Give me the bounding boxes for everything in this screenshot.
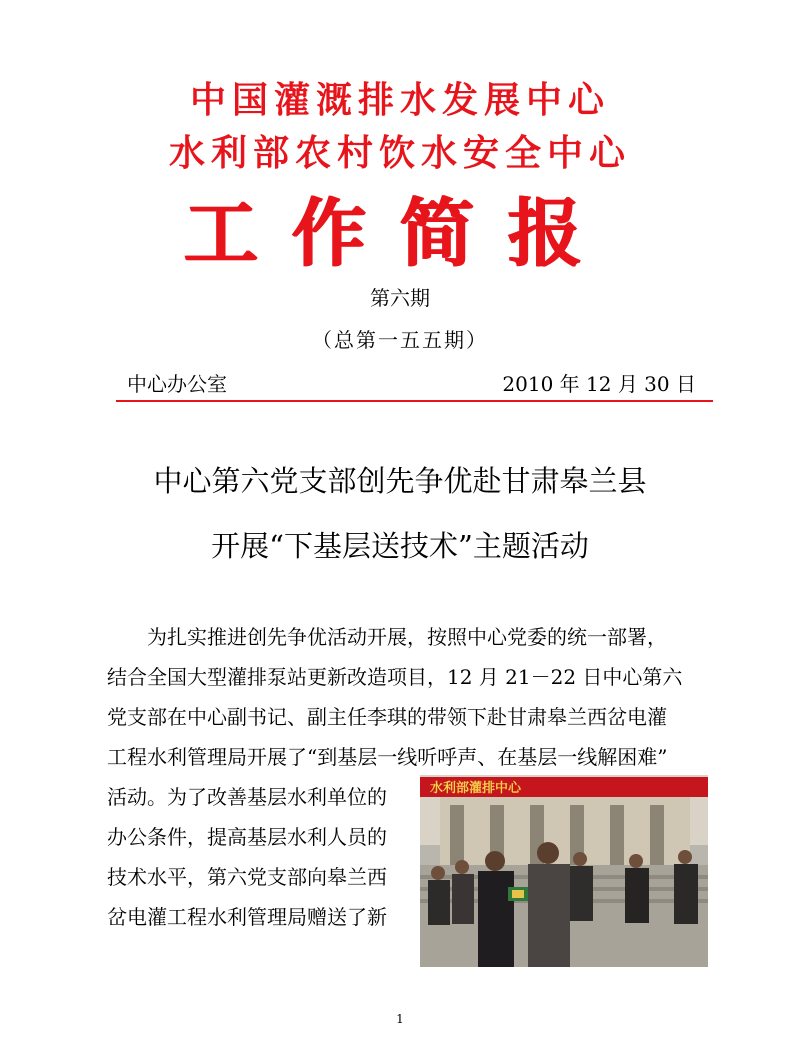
body-line: 办公条件，提高基层水利人员的 — [107, 825, 387, 849]
issue-total-number: （总第一五五期） — [312, 328, 488, 352]
event-photo — [420, 775, 708, 967]
photo-banner-text: 水利部灌排中心 — [430, 781, 522, 796]
bulletin-masthead: 工作简报 — [184, 191, 616, 277]
body-line: 技术水平，第六党支部向皋兰西 — [107, 865, 387, 889]
body-line: 活动。为了改善基层水利单位的 — [107, 785, 387, 809]
header-divider — [116, 400, 713, 402]
article-body-wrapped — [107, 777, 407, 937]
article-title-line-2: 开展“下基层送技术”主题活动 — [211, 529, 589, 563]
body-line: 结合全国大型灌排泵站更新改造项目，12 月 21－22 日中心第六 — [107, 665, 683, 689]
body-line: 为扎实推进创先争优活动开展，按照中心党委的统一部署， — [107, 625, 667, 649]
issue-date: 2010 年 12 月 30 日 — [502, 372, 696, 396]
issue-number: 第六期 — [370, 286, 430, 310]
article-title-line-1: 中心第六党支部创先争优赴甘肃皋兰县 — [153, 464, 647, 498]
issuing-department: 中心办公室 — [127, 372, 227, 396]
body-line: 党支部在中心副书记、副主任李琪的带领下赴甘肃皋兰西岔电灌 — [107, 705, 667, 729]
page-number: 1 — [396, 1012, 404, 1026]
organization-name-2: 水利部农村饮水安全中心 — [168, 133, 631, 174]
body-line: 岔电灌工程水利管理局赠送了新 — [107, 905, 387, 929]
body-line: 工程水利管理局开展了“到基层一线听呼声、在基层一线解困难” — [107, 745, 668, 769]
article-body — [107, 617, 707, 777]
organization-name-1: 中国灌溉排水发展中心 — [189, 80, 610, 121]
